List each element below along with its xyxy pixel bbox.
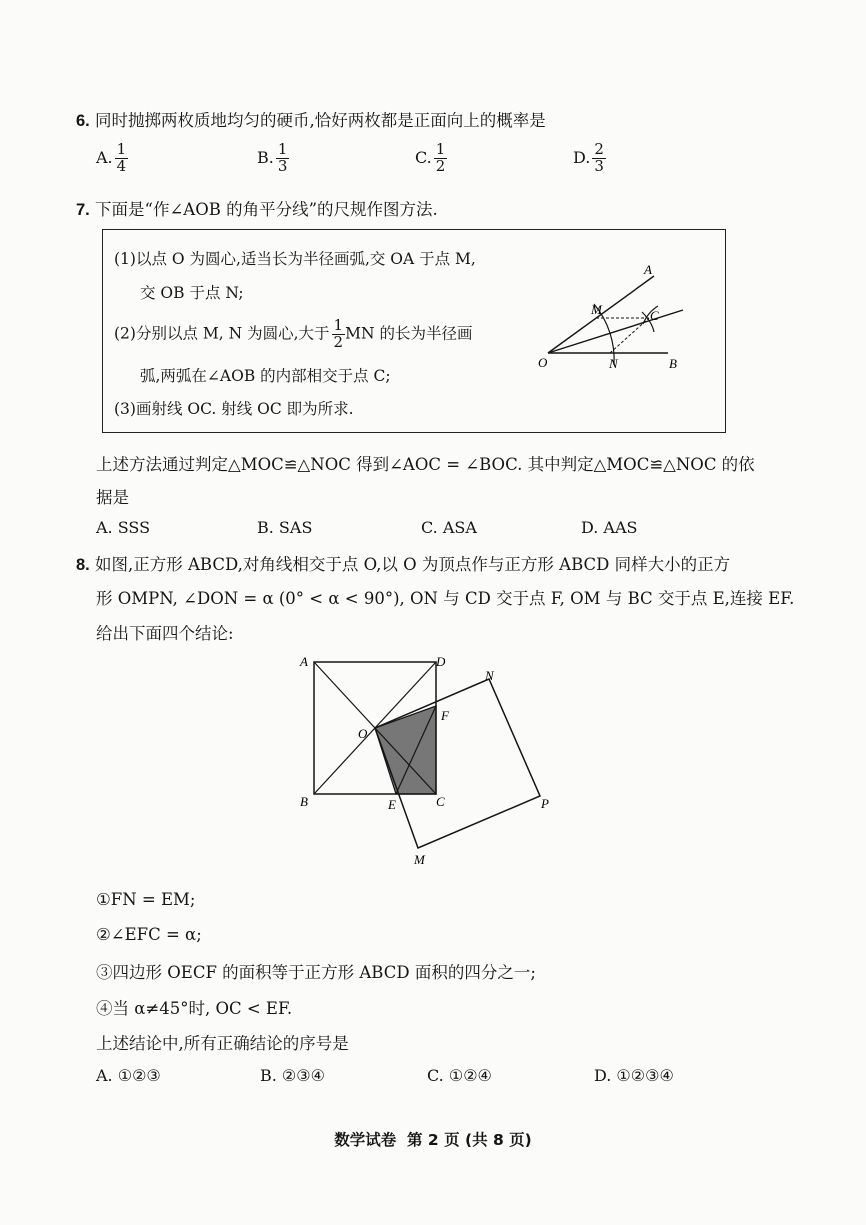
- q7-option-d: D. AAS: [581, 518, 638, 537]
- label-b: B: [669, 356, 677, 371]
- q7-text: 下面是“作∠AOB 的角平分线”的尺规作图方法.: [95, 200, 438, 219]
- q7-followup-line2: 据是: [96, 488, 129, 507]
- q8-number: 8.: [76, 556, 90, 574]
- q8-stem-line3: 给出下面四个结论:: [96, 624, 234, 643]
- label-b: B: [300, 794, 308, 809]
- label-a: A: [644, 262, 652, 277]
- q7-step3: (3)画射线 OC. 射线 OC 即为所求.: [114, 400, 354, 418]
- shaded-oecf: [375, 706, 436, 794]
- q7-step2-line2: 弧,两弧在∠AOB 的内部相交于点 C;: [140, 367, 391, 385]
- q7-angle-bisector-figure: [528, 260, 698, 375]
- page-footer: 数学试卷 第 2 页 (共 8 页): [334, 1131, 532, 1149]
- label-f: F: [441, 708, 449, 723]
- q6-number: 6.: [76, 112, 90, 130]
- q8-square-figure: [290, 650, 570, 875]
- q6-stem: [76, 107, 546, 131]
- q7-followup-line1: 上述方法通过判定△MOC≌△NOC 得到∠AOC = ∠BOC. 其中判定△MOC≌△NOC 的依: [96, 455, 755, 474]
- label-p: P: [541, 796, 549, 811]
- label-m: M: [414, 852, 425, 867]
- label-c: C: [436, 794, 445, 809]
- label-n: N: [485, 668, 494, 683]
- q8-conclusion-2: ②∠EFC = α;: [96, 925, 202, 944]
- q8-conclusion-1: ①FN = EM;: [96, 890, 196, 909]
- q7-option-a: A. SSS: [96, 518, 151, 537]
- label-m: M: [591, 302, 602, 317]
- label-n: N: [609, 356, 618, 371]
- q8-option-a: A. ①②③: [96, 1066, 161, 1085]
- label-d: D: [436, 654, 446, 669]
- q6-option-b: B. $\frac{1}{3}$: [257, 140, 288, 175]
- label-o: O: [358, 726, 368, 741]
- q8-option-c: C. ①②④: [427, 1066, 492, 1085]
- q6-option-d: D. $\frac{2}{3}$: [573, 140, 604, 175]
- label-o: O: [538, 355, 548, 370]
- q6-option-c: C. $\frac{1}{2}$: [415, 140, 446, 175]
- q6-text: 同时抛掷两枚质地均匀的硬币,恰好两枚都是正面向上的概率是: [95, 111, 546, 130]
- label-e: E: [388, 797, 396, 812]
- q8-stem-line2: 形 OMPN, ∠DON = α (0° < α < 90°), ON 与 CD 交于点 F, OM 与 BC 交于点 E,连接 EF.: [96, 589, 795, 608]
- q6-option-a: A. $\frac{1}{4}$: [96, 140, 127, 175]
- q7-step1-line1: (1)以点 O 为圆心,适当长为半径画弧,交 OA 于点 M,: [114, 250, 476, 268]
- q8-conclusion-4: ④当 α≠45°时, OC < EF.: [96, 999, 293, 1018]
- label-c: C: [650, 308, 659, 323]
- q7-number: 7.: [76, 201, 90, 219]
- q7-option-b: B. SAS: [257, 518, 313, 537]
- q8-stem-line1: 8. 如图,正方形 ABCD,对角线相交于点 O,以 O 为顶点作与正方形 ABCD 同样大小的正方: [76, 555, 731, 574]
- q8-conclusion-3: ③四边形 OECF 的面积等于正方形 ABCD 面积的四分之一;: [96, 963, 536, 982]
- q7-option-c: C. ASA: [421, 518, 477, 537]
- q7-stem: [76, 196, 438, 220]
- q8-option-b: B. ②③④: [260, 1066, 325, 1085]
- q8-option-d: D. ①②③④: [594, 1066, 674, 1085]
- q8-ask: 上述结论中,所有正确结论的序号是: [96, 1034, 349, 1053]
- q7-step1-line2: 交 OB 于点 N;: [140, 284, 244, 302]
- label-a: A: [300, 654, 308, 669]
- ray-oc: [548, 310, 683, 353]
- q7-step2-line1: (2)分别以点 M, N 为圆心,大于 $\frac{1}{2}$ MN 的长为半径画: [114, 316, 473, 351]
